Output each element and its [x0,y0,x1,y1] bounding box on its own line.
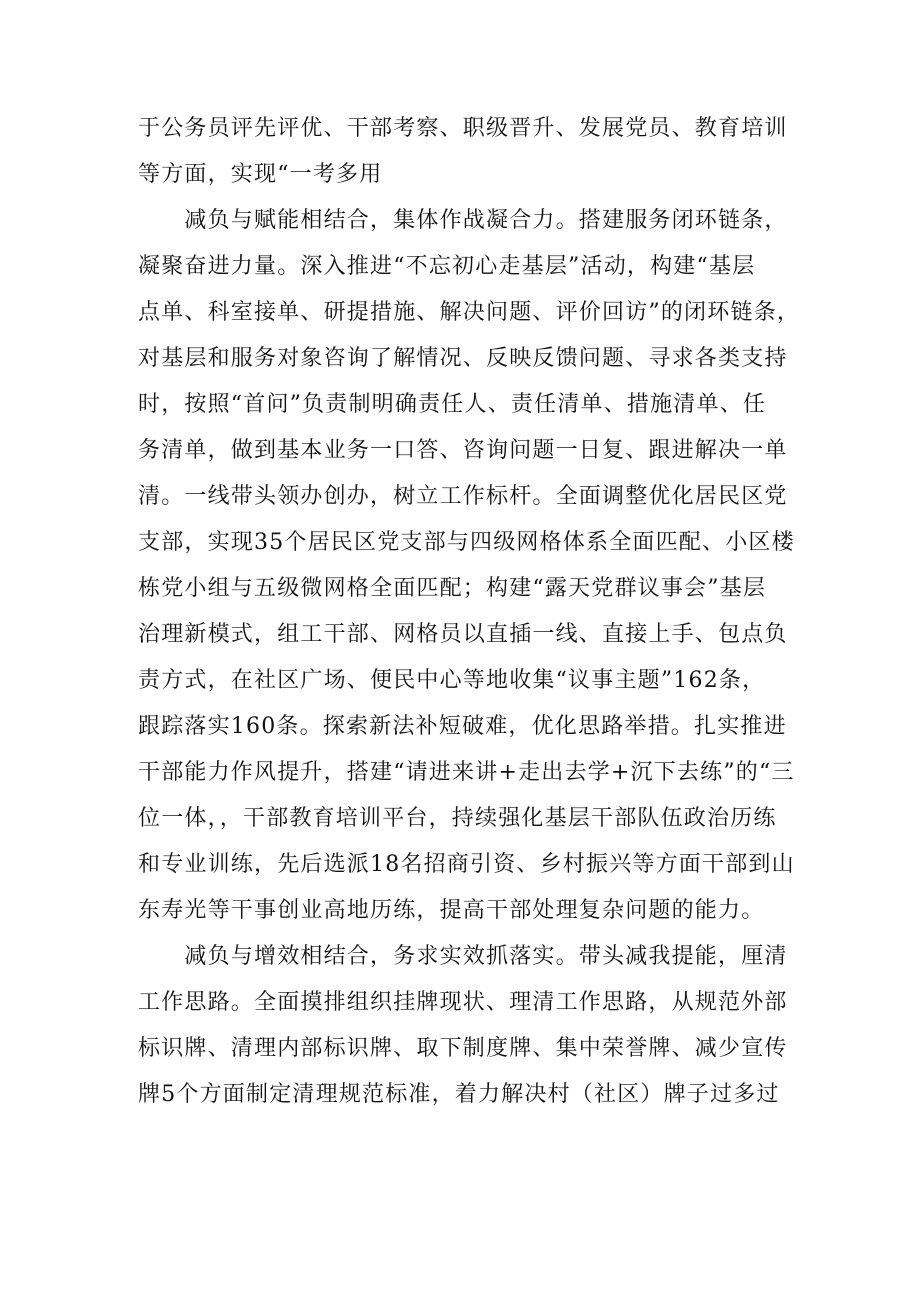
text-line: 牌5个方面制定清理规范标准，着力解决村（社区）牌子过多过 [138,1082,780,1107]
text-line: 跟踪落实160条。探索新法补短破难，优化思路举措。扎实推进 [138,714,787,739]
body-text [138,106,801,1118]
text-line: 于公务员评先评优、干部考察、职级晋升、发展党员、教育培训 [138,116,788,141]
text-line: 位一体，，干部教育培训平台，持续强化基层干部队伍政治历练 [138,806,777,831]
text-line: 干部能力作风提升，搭建“请进来讲+走出去学+沉下去练”的“三 [138,760,795,785]
text-line: 务清单，做到基本业务一口答、咨询问题一日复、跟进解决一单 [138,438,788,463]
text-line: 治理新模式，组工干部、网格员以直插一线、直接上手、包点负 [138,622,788,647]
text-line: 责方式，在社区广场、便民中心等地收集“议事主题”162条， [138,668,766,693]
text-line: 凝聚奋进力量。深入推进“不忘初心走基层”活动，构建“基层 [138,254,756,279]
text-line: 东寿光等干事创业高地历练，提高干部处理复杂问题的能力。 [138,898,765,923]
text-line: 工作思路。全面摸排组织挂牌现状、理清工作思路，从规范外部 [138,990,788,1015]
text-line: 栋党小组与五级微网格全面匹配；构建“露天党群议事会”基层 [138,576,767,601]
text-line: 减负与赋能相结合，集体作战凝合力。搭建服务闭环链条， [138,208,788,233]
text-line: 支部，实现35个居民区党支部与四级网格体系全面匹配、小区楼 [138,530,795,555]
text-line: 对基层和服务对象咨询了解情况、反映反馈问题、寻求各类支持 [138,346,788,371]
text-line: 时，按照“首问”负责制明确责任人、责任清单、措施清单、任 [138,392,767,417]
text-line: 减负与增效相结合，务求实效抓落实。带头减我提能，厘清 [138,944,788,969]
text-line: 标识牌、清理内部标识牌、取下制度牌、集中荣誉牌、减少宣传 [138,1036,788,1061]
text-line: 点单、科室接单、研提措施、解决问题、评价回访”的闭环链条， [138,300,801,325]
text-line: 等方面，实现“一考多用 [138,162,383,187]
text-line: 清。一线带头领办创办，树立工作标杆。全面调整优化居民区党 [138,484,788,509]
text-line: 和专业训练，先后选派18名招商引资、乡村振兴等方面干部到山 [138,852,795,877]
